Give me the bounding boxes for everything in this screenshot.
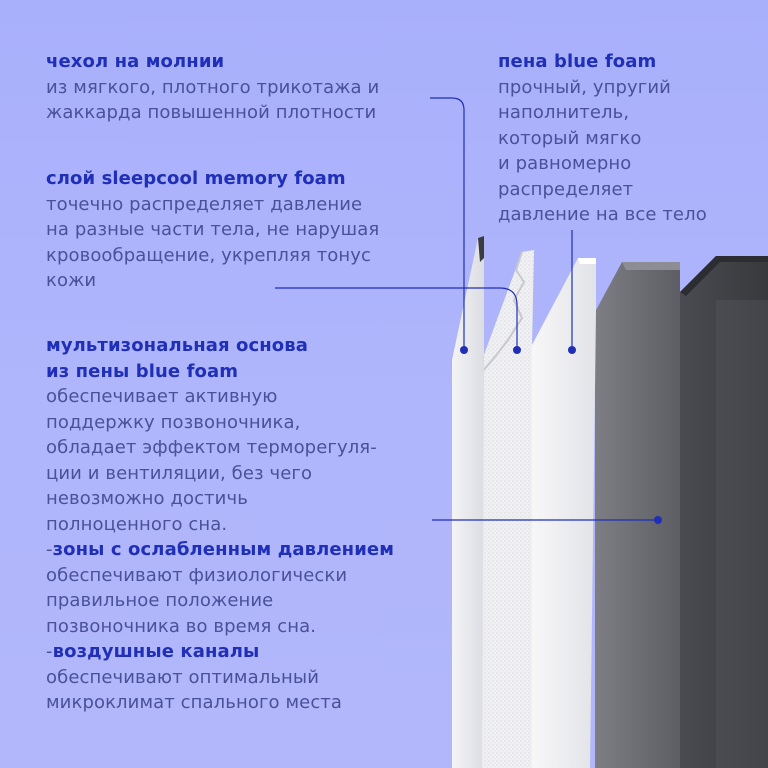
multizone-line-3: обладает эффектом терморегуля- [46,437,377,458]
zipper-cover-line-2: жаккарда повышенной плотности [46,102,377,123]
zones-line-2: правильное положение [46,590,274,611]
multizone-line-1: обеспечивает активную [46,386,278,407]
memory-foam-heading: слой sleepcool memory foam [46,168,346,189]
zones-line-3: позвоночника во время сна. [46,615,317,637]
channels-title-line [46,639,394,665]
base-foam-layer [680,256,768,768]
memory-foam-layer [482,250,534,768]
channels-line-2: микроклимат спального места [46,692,343,713]
blue-foam-layer [595,262,680,768]
pointer-dot-fiber [568,346,576,354]
channels-prefix: - [46,641,53,662]
blue-foam-line-3: который мягко [498,127,642,149]
zipper-cover-line-1: из мягкого, плотного трикотажа и [46,76,380,98]
pointer-dot-base [654,516,662,524]
channels-title: воздушные каналы [52,641,260,662]
channels-line-1: обеспечивают оптимальный [46,666,320,688]
zones-prefix: - [46,539,53,560]
cover-layer [452,236,484,768]
multizone-line-5: невозможно достичь [46,488,248,509]
blue-foam-callout [498,49,707,228]
multizone-line-4: ции и вентиляции, без чего [46,462,313,484]
multizone-line-2: поддержку позвоночника, [46,411,301,433]
blue-foam-line-5: распределяет [498,178,634,200]
blue-foam-line-4: и равномерно [498,153,632,174]
multizone-heading-line-2: из пены blue foam [46,360,239,382]
memory-foam-line-4: кожи [46,270,97,291]
zones-title-line [46,537,394,563]
blue-foam-line-2: наполнитель, [498,102,630,123]
zipper-cover-callout [46,49,379,126]
blue-foam-line-6: давление на все тело [498,204,707,225]
memory-foam-line-2: на разные части тела, не нарушая [46,219,380,240]
pointer-cover [430,98,464,350]
pointer-dot-memory-foam [513,346,521,354]
zones-title: зоны с ослабленным давлением [52,539,395,560]
zones-line-1: обеспечивают физиологически [46,564,348,586]
memory-foam-line-3: кровообращение, укрепляя тонус [46,244,372,266]
blue-foam-line-1: прочный, упругий [498,76,671,98]
multizone-heading-line-1: мультизональная основа [46,335,309,356]
pointer-dot-cover [460,346,468,354]
blue-foam-heading: пена blue foam [498,51,657,72]
fiber-layer [532,258,596,768]
multizone-base-callout [46,333,394,716]
multizone-line-6: полноценного сна. [46,513,228,535]
memory-foam-line-1: точечно распределяет давление [46,193,363,215]
memory-foam-callout [46,166,379,294]
zipper-cover-heading: чехол на молнии [46,51,225,72]
